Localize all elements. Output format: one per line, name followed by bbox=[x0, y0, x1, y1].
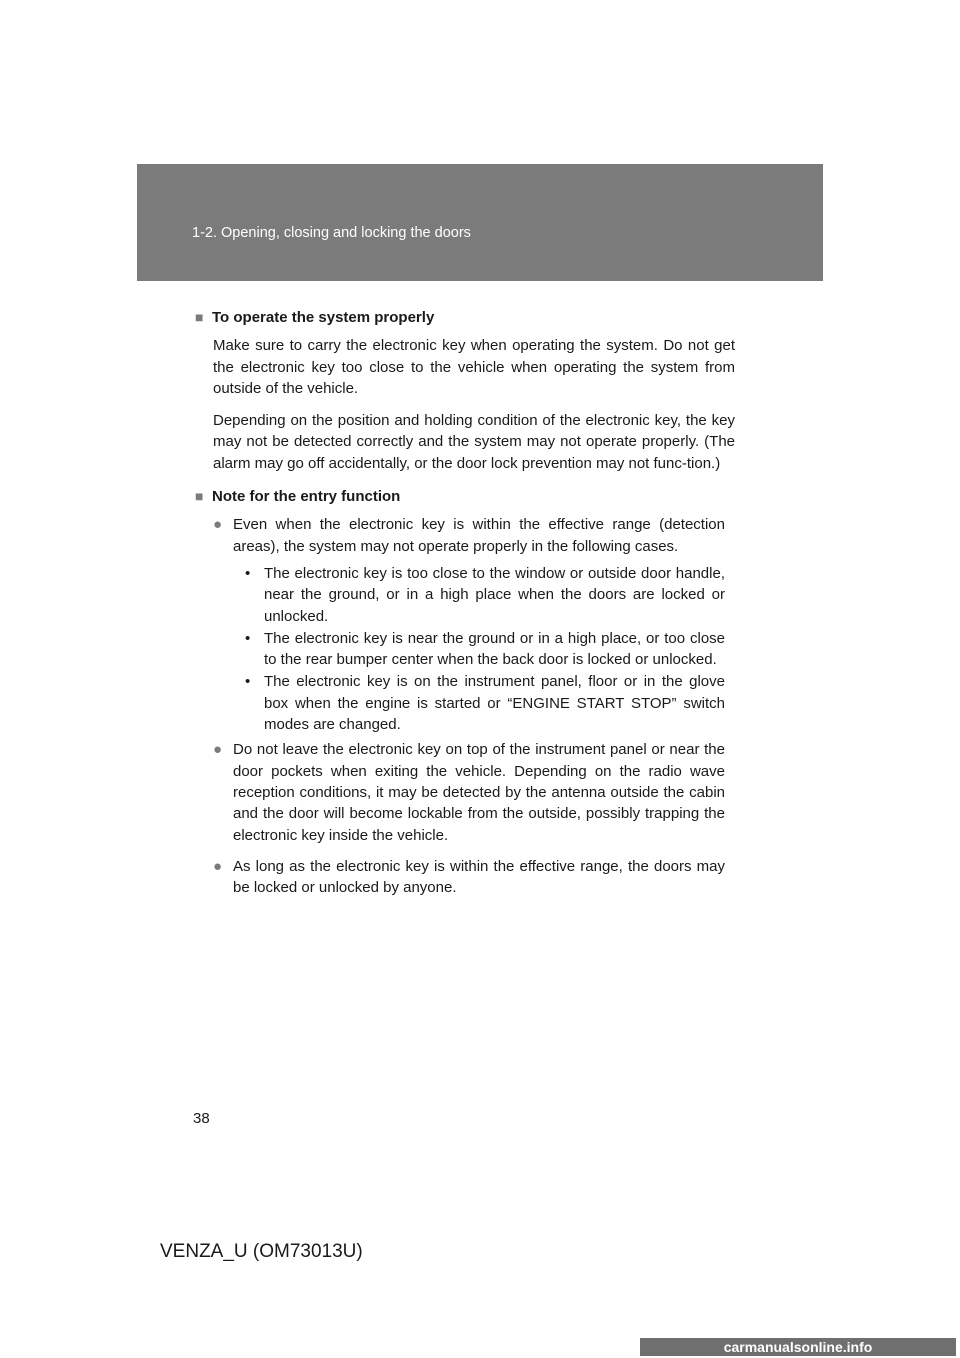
circle-bullet-icon: ● bbox=[213, 857, 223, 875]
dot-icon: • bbox=[245, 629, 251, 647]
square-bullet-icon: ■ bbox=[195, 309, 204, 325]
paragraph: Make sure to carry the electronic key when operating the system. Do not get the electronic key too close to the vehicle when operating the system from outside of the vehicle. bbox=[213, 337, 735, 397]
header-band bbox=[137, 164, 823, 281]
watermark-link[interactable]: carmanualsonline.info bbox=[640, 1338, 956, 1356]
section-title: 1-2. Opening, closing and locking the doors bbox=[192, 225, 471, 241]
section-heading: ■ To operate the system properly bbox=[195, 307, 735, 328]
paragraph: Depending on the position and holding condition of the electronic key, the key may not be detected correctly and the system may not operate properly. (The alarm may go off accidentally, or the door lock prevention may not func-tion.) bbox=[213, 412, 735, 472]
bullet-item: ● Even when the electronic key is within the effective range (detection areas), the system may not operate properly in the following cases. • The electronic key is too close to the window or outside door handle, near the ground, or in a high place when the doors are locked or unlocked. • The electronic key is near the ground or in a high place, or too close to the rear bumper center when the back door is locked or unlocked. • The electronic key is on the instrument panel, floor or in the glove box when the engine is started or “ENGINE START STOP” switch modes are changed. bbox=[213, 514, 725, 735]
page-content bbox=[195, 307, 735, 902]
footer-code: VENZA_U (OM73013U) bbox=[160, 1241, 363, 1262]
section-heading: ■ Note for the entry function bbox=[195, 486, 735, 507]
circle-bullet-icon: ● bbox=[213, 516, 223, 534]
sub-list-item: • The electronic key is too close to the window or outside door handle, near the ground, or in a high place when the doors are locked or unlocked. bbox=[245, 564, 725, 625]
square-bullet-icon: ■ bbox=[195, 488, 204, 505]
dot-icon: • bbox=[245, 673, 251, 691]
sub-list-item: • The electronic key is near the ground or in a high place, or too close to the rear bumper center when the back door is locked or unlocked. bbox=[245, 629, 725, 669]
sub-list-item: • The electronic key is on the instrument panel, floor or in the glove box when the engine is started or “ENGINE START STOP” switch modes are changed. bbox=[245, 673, 725, 734]
bullet-item: ● Do not leave the electronic key on top of the instrument panel or near the door pockets when exiting the vehicle. Depending on the radio wave reception conditions, it may be detected by the antenna outside the cabin and the door will become lockable from the outside, possibly trapping the electronic key inside the vehicle. bbox=[213, 741, 725, 844]
sub-list bbox=[233, 563, 725, 735]
page-number: 38 bbox=[193, 1110, 210, 1127]
circle-bullet-icon: ● bbox=[213, 741, 223, 759]
bullet-item: ● As long as the electronic key is within the effective range, the doors may be locked or unlocked by anyone. bbox=[213, 857, 725, 897]
dot-icon: • bbox=[245, 564, 251, 582]
